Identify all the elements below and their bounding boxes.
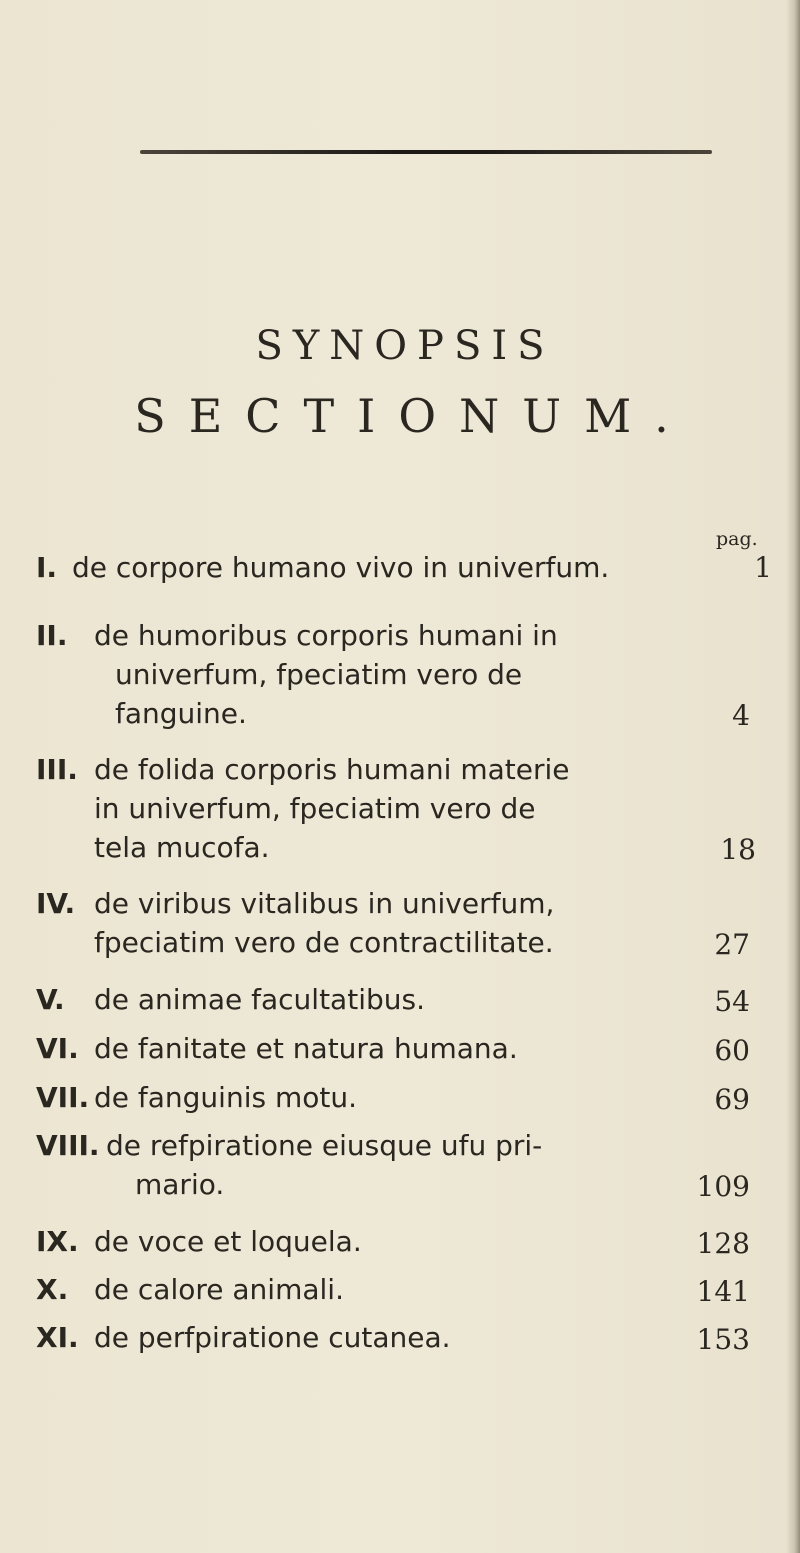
toc-entry-5 — [36, 982, 776, 1018]
toc-entry-11 — [36, 1320, 776, 1356]
toc-entry-1 — [36, 550, 776, 586]
entry-text: de voce et loquela. — [94, 1225, 362, 1258]
entry-text: de fanitate et natura humana. — [94, 1032, 518, 1065]
entry-page: 27 — [714, 928, 750, 961]
toc-entry-8 — [36, 1128, 776, 1208]
entry-text: de fanguinis motu. — [94, 1081, 358, 1114]
entry-text: de corpore humano vivo in univerfum. — [72, 551, 610, 584]
page-column-label: pag. — [716, 528, 758, 550]
entry-text: de calore animali. — [94, 1273, 344, 1306]
entry-page: 153 — [696, 1323, 750, 1356]
entry-page: 109 — [696, 1170, 750, 1203]
toc-entry-2 — [36, 618, 776, 738]
entry-number: IX. — [36, 1225, 79, 1258]
entry-text: de folida corporis humani materie — [94, 753, 570, 786]
entry-number: VII. — [36, 1081, 90, 1114]
toc-entry-6 — [36, 1031, 776, 1067]
toc-entry-10 — [36, 1272, 776, 1308]
entry-page: 4 — [732, 699, 750, 732]
title-sectionum: SECTIONUM. — [134, 389, 692, 443]
entry-number: III. — [36, 753, 78, 786]
toc-entry-3 — [36, 752, 776, 872]
entry-text: fpeciatim vero de contractilitate. — [94, 926, 554, 959]
entry-number: X. — [36, 1273, 69, 1306]
entry-text: in univerfum, fpeciatim vero de — [94, 792, 536, 825]
entry-page: 18 — [720, 833, 756, 866]
entry-page: 60 — [714, 1034, 750, 1067]
entry-text: tela mucofa. — [94, 831, 270, 864]
entry-text: de humoribus corporis humani in — [94, 619, 558, 652]
entry-number: VI. — [36, 1032, 79, 1065]
entry-page: 1 — [754, 551, 772, 584]
entry-page: 128 — [696, 1227, 750, 1260]
entry-text: univerfum, fpeciatim vero de — [115, 658, 523, 691]
header-rule — [140, 150, 712, 154]
entry-number: IV. — [36, 887, 76, 920]
entry-number: V. — [36, 983, 65, 1016]
entry-page: 69 — [714, 1083, 750, 1116]
toc-entry-4 — [36, 886, 776, 966]
entry-number: II. — [36, 619, 68, 652]
entry-text: mario. — [135, 1168, 225, 1201]
entry-number: VIII. — [36, 1129, 100, 1162]
entry-page: 141 — [696, 1275, 750, 1308]
page-edge-shadow — [786, 0, 800, 1553]
title-synopsis: SYNOPSIS — [255, 323, 555, 369]
entry-number: XI. — [36, 1321, 79, 1354]
entry-text: fanguine. — [115, 697, 247, 730]
entry-text: de perfpiratione cutanea. — [94, 1321, 451, 1354]
entry-page: 54 — [714, 985, 750, 1018]
entry-number: I. — [36, 551, 58, 584]
entry-text: de refpiratione eiusque ufu pri- — [106, 1129, 543, 1162]
entry-text: de animae facultatibus. — [94, 983, 425, 1016]
toc-entry-9 — [36, 1224, 776, 1260]
toc-entry-7 — [36, 1080, 776, 1116]
entry-text: de viribus vitalibus in univerfum, — [94, 887, 555, 920]
